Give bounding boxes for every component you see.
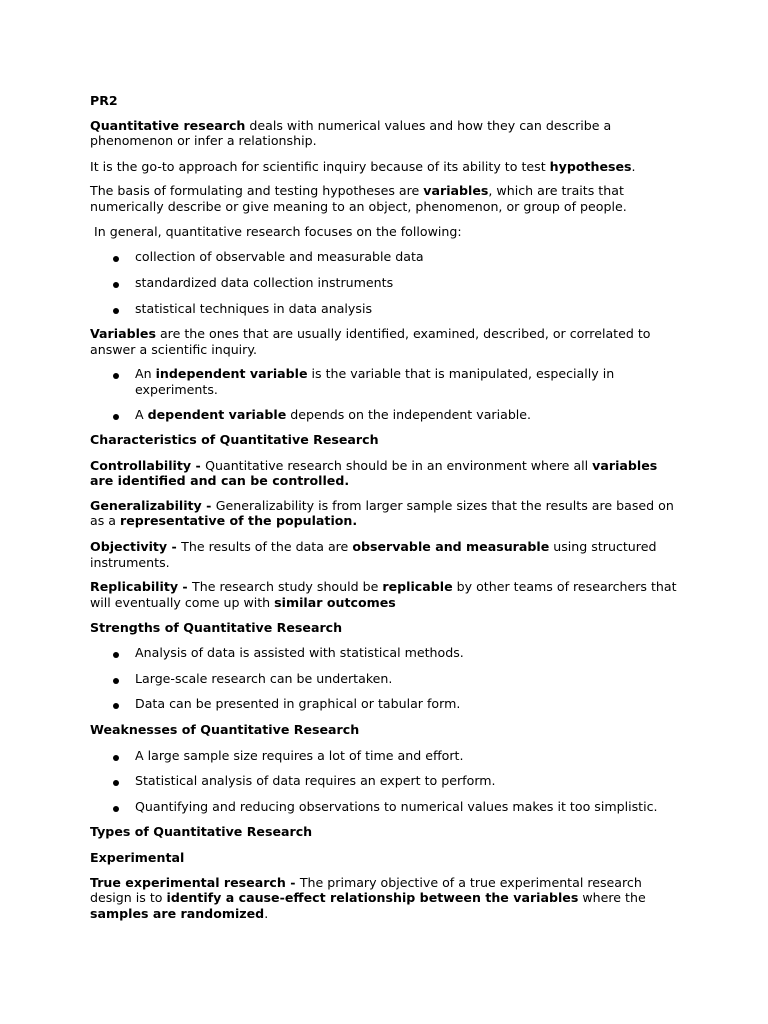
text-run: design is to <box>90 890 167 905</box>
text-run: A large sample size requires a lot of time and effort. <box>135 748 464 763</box>
paragraph-line <box>90 473 349 488</box>
list-item <box>135 773 496 788</box>
bullet-icon <box>113 282 119 288</box>
text-run: It is the go-to approach for scientific inquiry because of its ability to test <box>90 159 550 174</box>
list-item <box>135 275 393 290</box>
text-run: as a <box>90 513 121 528</box>
bullet-icon <box>113 373 119 379</box>
paragraph-line <box>90 555 170 570</box>
paragraph-line <box>90 183 624 198</box>
list-item <box>135 301 372 316</box>
bullet-icon <box>113 652 119 658</box>
text-run: by other teams of researchers that <box>452 579 677 594</box>
bullet-icon <box>113 806 119 812</box>
text-run: Quantifying and reducing observations to numerical values makes it too simplistic. <box>135 799 658 814</box>
paragraph-line <box>90 342 257 357</box>
bold-text: similar outcomes <box>274 595 396 610</box>
paragraph-line <box>90 326 651 341</box>
paragraph-line <box>90 513 357 528</box>
bold-text: hypotheses <box>549 159 632 174</box>
paragraph-line <box>90 498 674 513</box>
text-run: . <box>631 159 636 174</box>
section-heading: Characteristics of Quantitative Research <box>90 432 379 447</box>
text-run: where the <box>578 890 646 905</box>
text-run: collection of observable and measurable data <box>135 249 424 264</box>
text-run: experiments. <box>135 382 218 397</box>
text-run: depends on the independent variable. <box>286 407 532 422</box>
paragraph-line <box>90 875 642 890</box>
text-run: statistical techniques in data analysis <box>135 301 372 316</box>
section-heading: Types of Quantitative Research <box>90 824 313 839</box>
bullet-icon <box>113 780 119 786</box>
bold-text: representative of the population. <box>120 513 358 528</box>
paragraph-line <box>90 159 636 174</box>
paragraph-line <box>90 539 656 554</box>
bullet-icon <box>113 308 119 314</box>
text-run: numerically describe or give meaning to an object, phenomenon, or group of people. <box>90 199 627 214</box>
text-run: are the ones that are usually identified, examined, described, or correlated to <box>155 326 651 341</box>
bold-text: Objectivity - <box>90 539 182 554</box>
text-run: , which are traits that <box>488 183 624 198</box>
text-run: In general, quantitative research focuses on the following: <box>90 224 462 239</box>
bold-text: observable and measurable <box>352 539 550 554</box>
text-run: The primary objective of a true experimental research <box>299 875 642 890</box>
text-run: The basis of formulating and testing hypotheses are <box>90 183 424 198</box>
document-title: PR2 <box>90 93 118 108</box>
text-run: Data can be presented in graphical or tabular form. <box>135 696 461 711</box>
text-run: will eventually come up with <box>90 595 275 610</box>
bold-text: Quantitative research <box>90 118 246 133</box>
text-run: A <box>135 407 148 422</box>
paragraph-line <box>90 224 462 239</box>
bullet-icon <box>113 703 119 709</box>
paragraph-line <box>90 906 268 921</box>
bold-text: independent variable <box>155 366 308 381</box>
text-run: using structured <box>549 539 657 554</box>
bullet-icon <box>113 755 119 761</box>
bold-text: True experimental research - <box>90 875 300 890</box>
bold-text: variables <box>592 458 658 473</box>
list-item <box>135 366 614 381</box>
bold-text: dependent variable <box>147 407 287 422</box>
list-item <box>135 645 464 660</box>
text-run: Quantitative research should be in an environment where all <box>205 458 593 473</box>
bullet-icon <box>113 414 119 420</box>
bold-text: Generalizability - <box>90 498 216 513</box>
list-item-continuation <box>135 382 218 397</box>
text-run: The research study should be <box>192 579 383 594</box>
text-run: Analysis of data is assisted with statistical methods. <box>135 645 464 660</box>
list-item <box>135 696 460 711</box>
text-run: standardized data collection instruments <box>135 275 394 290</box>
text-run: The results of the data are <box>181 539 353 554</box>
text-run: Generalizability is from larger sample sizes that the results are based on <box>215 498 674 513</box>
paragraph-line <box>90 458 657 473</box>
bold-text: Replicability - <box>90 579 193 594</box>
section-heading: Strengths of Quantitative Research <box>90 620 343 635</box>
bold-text: Variables <box>90 326 156 341</box>
subsection-heading: Experimental <box>90 850 185 865</box>
section-heading: Weaknesses of Quantitative Research <box>90 722 360 737</box>
list-item <box>135 748 464 763</box>
text-run: instruments. <box>90 555 170 570</box>
bold-text: replicable <box>382 579 453 594</box>
list-item <box>135 671 392 686</box>
list-item <box>135 249 424 264</box>
paragraph-line <box>90 890 646 905</box>
paragraph-line <box>90 133 317 148</box>
paragraph-line <box>90 118 611 133</box>
text-run: An <box>135 366 156 381</box>
text-run: Statistical analysis of data requires an expert to perform. <box>135 773 496 788</box>
list-item <box>135 407 531 422</box>
bold-text: samples are randomized <box>90 906 265 921</box>
paragraph-line <box>90 199 627 214</box>
bold-text: identify a cause-effect relationship between the variables <box>166 890 579 905</box>
bullet-icon <box>113 678 119 684</box>
bold-text: Controllability - <box>90 458 206 473</box>
text-run: Large-scale research can be undertaken. <box>135 671 393 686</box>
text-run: is the variable that is manipulated, especially in <box>307 366 615 381</box>
bullet-icon <box>113 256 119 262</box>
paragraph-line <box>90 579 677 594</box>
text-run: answer a scientific inquiry. <box>90 342 258 357</box>
bold-text: are identified and can be controlled. <box>90 473 350 488</box>
text-run: phenomenon or infer a relationship. <box>90 133 317 148</box>
paragraph-line <box>90 595 396 610</box>
text-run: . <box>264 906 269 921</box>
bold-text: variables <box>423 183 489 198</box>
text-run: deals with numerical values and how they can describe a <box>245 118 612 133</box>
list-item <box>135 799 658 814</box>
